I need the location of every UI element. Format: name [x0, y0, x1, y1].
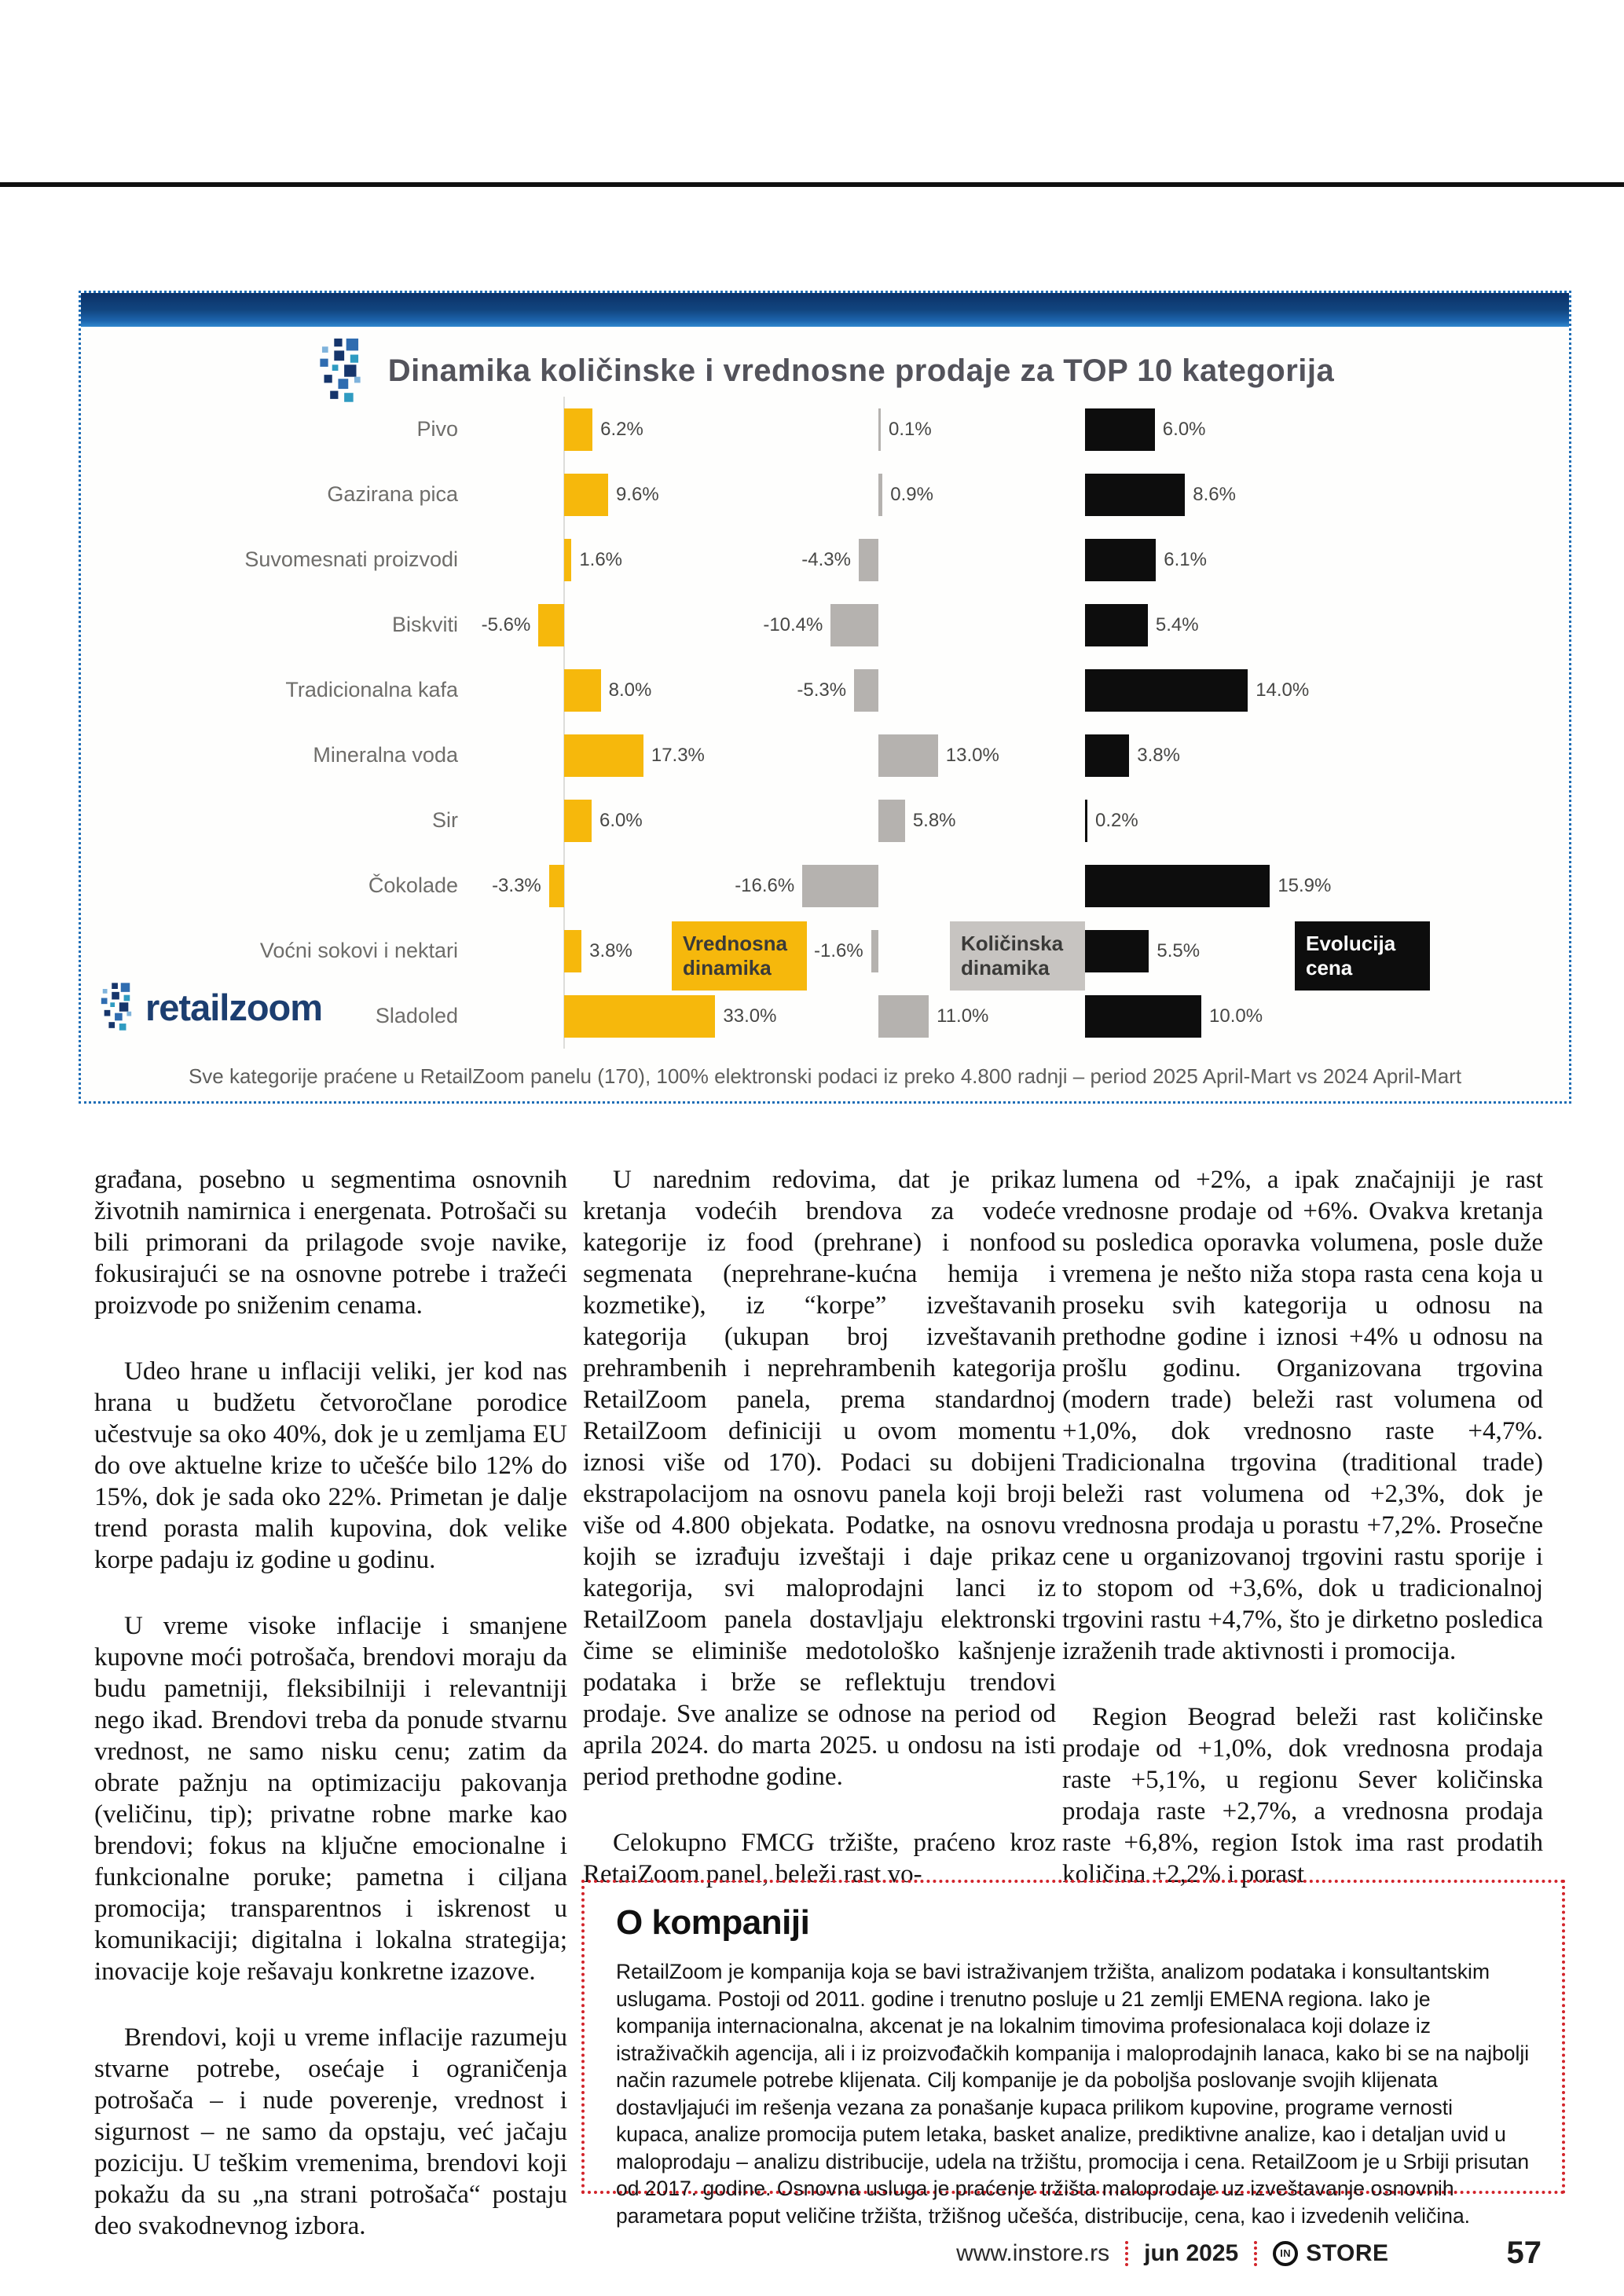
bar-kolicinska-dinamika	[859, 539, 878, 581]
bar-kolicinska-dinamika	[802, 865, 878, 907]
bar-kolicinska-dinamika	[830, 604, 878, 646]
bar-kolicinska-dinamika	[878, 474, 882, 516]
bar-value-label: 1.6%	[579, 548, 623, 570]
bar-value-label: 6.0%	[599, 809, 643, 831]
bar-vrednosna-dinamika	[564, 930, 581, 972]
bar-value-label: 3.8%	[589, 939, 632, 961]
paragraph: Celokupno FMCG tržište, praćeno kroz RetaiZoom panel, beleži rast vo-	[583, 1829, 1056, 1888]
bar-evolucija-cena	[1085, 408, 1155, 451]
chart-panel	[79, 291, 1571, 1104]
bar-vrednosna-dinamika	[564, 408, 592, 451]
bar-value-label: -16.6%	[735, 874, 795, 896]
retailzoom-logo	[98, 983, 322, 1031]
paragraph: građana, posebno u segmentima osnovnih životnih namirnica i energenata. Potrošači su bili primorani da prilagode svoje navike, fokusirajući se na osnovne potrebe i tražeći proizvode po sniženim cenama.	[94, 1166, 567, 1320]
bar-evolucija-cena	[1085, 734, 1129, 777]
bar-value-label: 6.2%	[600, 418, 643, 440]
legend-vrednosna-dinamika: Vrednosna dinamika	[672, 921, 807, 991]
about-company-title: O kompaniji	[616, 1903, 810, 1942]
about-company-body: RetailZoom je kompanija koja se bavi istraživanjem tržišta, analizom podataka i konsultantskim uslugama. Postoji od 2011. godine i trenutno posluje u 21 zemlji EMENA regiona. Iako je kompanija internacionalna, akcenat je na lokalnim timovima profesionalaca koji dolaze iz istraživačkih agencija, ali i iz proizvođačkih kompanija i maloprodajnih lanaca, kako bi se na najbolji način razumele potrebe klijenata. Cilj kompanije je da poboljša poslovanje svojih klijenata dostavljajući im rešenja vezana za ponašanje kupaca prilikom kupovine, programe vernosti kupaca, analize promocija putem letaka, basket analize, prediktivne analize, kao i detaljan uvid u maloprodaju – analizu distribucije, udela na tržištu, promocija i cena. RetailZoom je u Srbiji prisutan od 2017. godine. Osnovna usluga je praćenje tržišta maloprodaje uz izveštavanje osnovnih parametara poput veličine tržišta, tržišnog učešća, distribucije, cena, kao i izvedenih veličina.	[616, 1960, 1530, 2228]
article-column-2	[583, 1164, 1056, 1890]
bar-vrednosna-dinamika	[564, 995, 715, 1038]
category-label: Voćni sokovi i nektari	[259, 939, 458, 962]
top-rule	[0, 182, 1624, 187]
chart-row	[81, 853, 1569, 918]
bar-evolucija-cena	[1085, 865, 1270, 907]
category-label: Suvomesnati proizvodi	[244, 547, 458, 571]
bar-kolicinska-dinamika	[878, 408, 881, 451]
chart-row	[81, 657, 1569, 723]
bar-value-label: -4.3%	[801, 548, 851, 570]
bar-vrednosna-dinamika	[564, 800, 592, 842]
paragraph: U narednim redovima, dat je prikaz kretanja vodećih brendova za vodeće kategorije iz food (prehrane) i nonfood segmenata (neprehrane-kućna hemija i kozmetike), iz “korpe” izveštavanih kategorija (ukupan broj izveštavanih prehrambenih i neprehrambenih kategorija RetailZoom panela, prema standardnoj RetailZoom definiciji u ovom momentu iznosi više od 170). Podaci su dobijeni ekstrapolacijom na osnovu panela koji broji više od 4.800 objekata. Podatke, na osnovu kojih se izrađuju izveštaji i daje prikaz kategorija, svi maloprodajni lanci iz RetailZoom panela dostavljaju elektronski čime se eliminiše medotološko kašnjenje podataka i brže se reflektuju trendovi prodaje. Sve analize se odnose na period od aprila 2024. do marta 2025. u ondosu na isti period prethodne godine.	[583, 1166, 1056, 1791]
category-label: Pivo	[416, 417, 458, 441]
paragraph: lumena od +2%, a ipak značajniji je rast vrednosne prodaje od +6%. Ovakva kretanja su posledica oporavka volumena, posle duže vremena je nešto niža stopa rasta cena koja u proseku svih kategorija u odnosu na prethodne godine i iznosi +4% u odnosu na prošlu godinu. Organizovana trgovina (modern trade) beleži rast volumena od +1,0%, dok vrednosno raste +4,7%. Tradicionalna trgovina (traditional trade) beleži rast volumena od +2,3%, dok je vrednosna prodaja u porastu +7,2%. Prosečne cene u organizovanoj trgovini rastu sporije i to stopom od +3,6%, dok u tradicionalnoj trgovini rastu +4,7%, što je dirketno posledica izraženih trade aktivnosti i promocija.	[1062, 1166, 1543, 1665]
category-label: Biskviti	[391, 613, 458, 636]
legend-evolucija-cena: Evolucija cena	[1295, 921, 1430, 991]
footer-issue-date: jun 2025	[1144, 2239, 1239, 2266]
bar-kolicinska-dinamika	[878, 995, 929, 1038]
bar-value-label: 0.9%	[890, 483, 933, 505]
instore-logo-text: STORE	[1306, 2239, 1389, 2266]
bar-vrednosna-dinamika	[564, 539, 571, 581]
paragraph: Region Beograd beleži rast količinske prodaje od +1,0%, dok vrednosna prodaja raste +5,1%, u regionu Sever količinska prodaja raste +2,7%, a vrednosna prodaja raste +6,8%, region Istok ima rast prodatih količina +2,2% i porast	[1062, 1703, 1543, 1888]
footer-site-url: www.instore.rs	[956, 2239, 1110, 2266]
bar-vrednosna-dinamika	[538, 604, 564, 646]
category-label: Sir	[432, 808, 458, 832]
bar-value-label: 15.9%	[1278, 874, 1332, 896]
bar-value-label: 33.0%	[723, 1005, 777, 1027]
bar-vrednosna-dinamika	[549, 865, 564, 907]
bar-value-label: 5.5%	[1157, 939, 1201, 961]
chart-row	[81, 462, 1569, 527]
bar-value-label: 8.6%	[1193, 483, 1236, 505]
category-label: Tradicionalna kafa	[285, 678, 458, 701]
bar-evolucija-cena	[1085, 539, 1156, 581]
footer-separator	[1125, 2241, 1128, 2266]
bar-value-label: 5.4%	[1155, 613, 1199, 635]
paragraph: Udeo hrane u inflaciji veliki, jer kod nas hrana u budžetu četvoročlane porodice učestvuje sa oko 40%, dok je u zemljama EU do ove aktuelne krize to učešće bilo 12% do 15%, dok je sada oko 22%. Primetan je dalje trend porasta malih kupovina, dok velike korpe padaju iz godine u godinu.	[94, 1357, 567, 1574]
chart-row	[81, 592, 1569, 657]
bar-value-label: 9.6%	[615, 483, 659, 505]
paragraph: Brendovi, koji u vreme inflacije razumeju stvarne potrebe, osećaje i ograničenja potrošača – i nude poverenje, vrednost i sigurnost – ne samo da opstaju, već jačaju poziciju. U teškim vremenima, brendovi koji pokažu da su „na strani potrošača“ postaju deo svakodnevnog izbora.	[94, 2023, 567, 2240]
bar-evolucija-cena	[1085, 995, 1201, 1038]
bar-value-label: 0.2%	[1095, 809, 1138, 831]
bar-value-label: -1.6%	[813, 939, 863, 961]
chart-row	[81, 723, 1569, 788]
paragraph: U vreme visoke inflacije i smanjene kupovne moći potrošača, brendovi moraju da budu pametniji, fleksibilniji i relevantniji nego ikad. Brendovi treba da ponude stvarnu vrednost, ne samo nisku cenu; zatim da obrate pažnju na optimizaciju pakovanja (veličinu, tip); privatne robne marke kao brendovi; fokus na ključne emocionalne i funkcionalne poruke; pametna i ciljana promocija; transparentnos i iskrenost u komunikaciji; digitalna i lokalna strategija; inovacije koje rešavaju konkretne izazove.	[94, 1612, 567, 1986]
chart-row	[81, 397, 1569, 462]
chart-title: Dinamika količinske i vrednosne prodaje za TOP 10 kategorija	[387, 353, 1335, 388]
bar-value-label: 14.0%	[1256, 679, 1310, 701]
page-footer	[956, 2236, 1542, 2271]
chart-row	[81, 788, 1569, 853]
category-label: Gazirana pica	[327, 482, 458, 506]
about-company-box	[581, 1880, 1565, 2228]
bar-evolucija-cena	[1085, 604, 1148, 646]
category-label: Sladoled	[375, 1004, 458, 1027]
instore-in-circle-icon: IN	[1273, 2241, 1298, 2266]
retailzoom-logo-icon	[98, 983, 134, 1031]
bar-evolucija-cena	[1085, 930, 1149, 972]
bar-value-label: 8.0%	[608, 679, 652, 701]
bar-value-label: 3.8%	[1137, 744, 1180, 766]
bar-vrednosna-dinamika	[564, 734, 643, 777]
footer-separator	[1254, 2241, 1257, 2266]
bar-vrednosna-dinamika	[564, 474, 608, 516]
bar-value-label: 6.1%	[1164, 548, 1207, 570]
bar-value-label: -5.6%	[481, 613, 531, 635]
bar-vrednosna-dinamika	[564, 669, 601, 712]
bar-value-label: -10.4%	[763, 613, 823, 635]
instore-logo	[1273, 2240, 1388, 2267]
bar-value-label: 11.0%	[937, 1005, 989, 1027]
bar-value-label: 17.3%	[651, 744, 705, 766]
bar-value-label: 13.0%	[945, 744, 999, 766]
bar-kolicinska-dinamika	[878, 800, 905, 842]
bar-value-label: 10.0%	[1209, 1005, 1263, 1027]
legend-kolicinska-dinamika: Količinska dinamika	[950, 921, 1085, 991]
bar-kolicinska-dinamika	[871, 930, 878, 972]
bar-value-label: 5.8%	[912, 809, 956, 831]
bar-kolicinska-dinamika	[878, 734, 938, 777]
bar-value-label: -5.3%	[797, 679, 847, 701]
page-number: 57	[1506, 2236, 1542, 2270]
bar-evolucija-cena	[1085, 474, 1185, 516]
article-column-1	[94, 1164, 567, 2242]
bar-value-label: 6.0%	[1162, 418, 1206, 440]
category-label: Čokolade	[368, 873, 458, 897]
chart-caption: Sve kategorije praćene u RetailZoom panelu (170), 100% elektronski podaci iz preko 4.800 radnji – period 2025 April-Mart vs 2024 April-Mart	[188, 1064, 1462, 1088]
retailzoom-logo-text: retailzoom	[145, 986, 323, 1028]
bar-value-label: 0.1%	[889, 418, 932, 440]
bar-kolicinska-dinamika	[854, 669, 878, 712]
category-label: Mineralna voda	[313, 743, 458, 767]
bar-evolucija-cena	[1085, 669, 1248, 712]
article-column-3	[1062, 1164, 1543, 1890]
chart-row	[81, 527, 1569, 592]
bar-evolucija-cena	[1085, 800, 1087, 842]
bar-value-label: -3.3%	[492, 874, 541, 896]
